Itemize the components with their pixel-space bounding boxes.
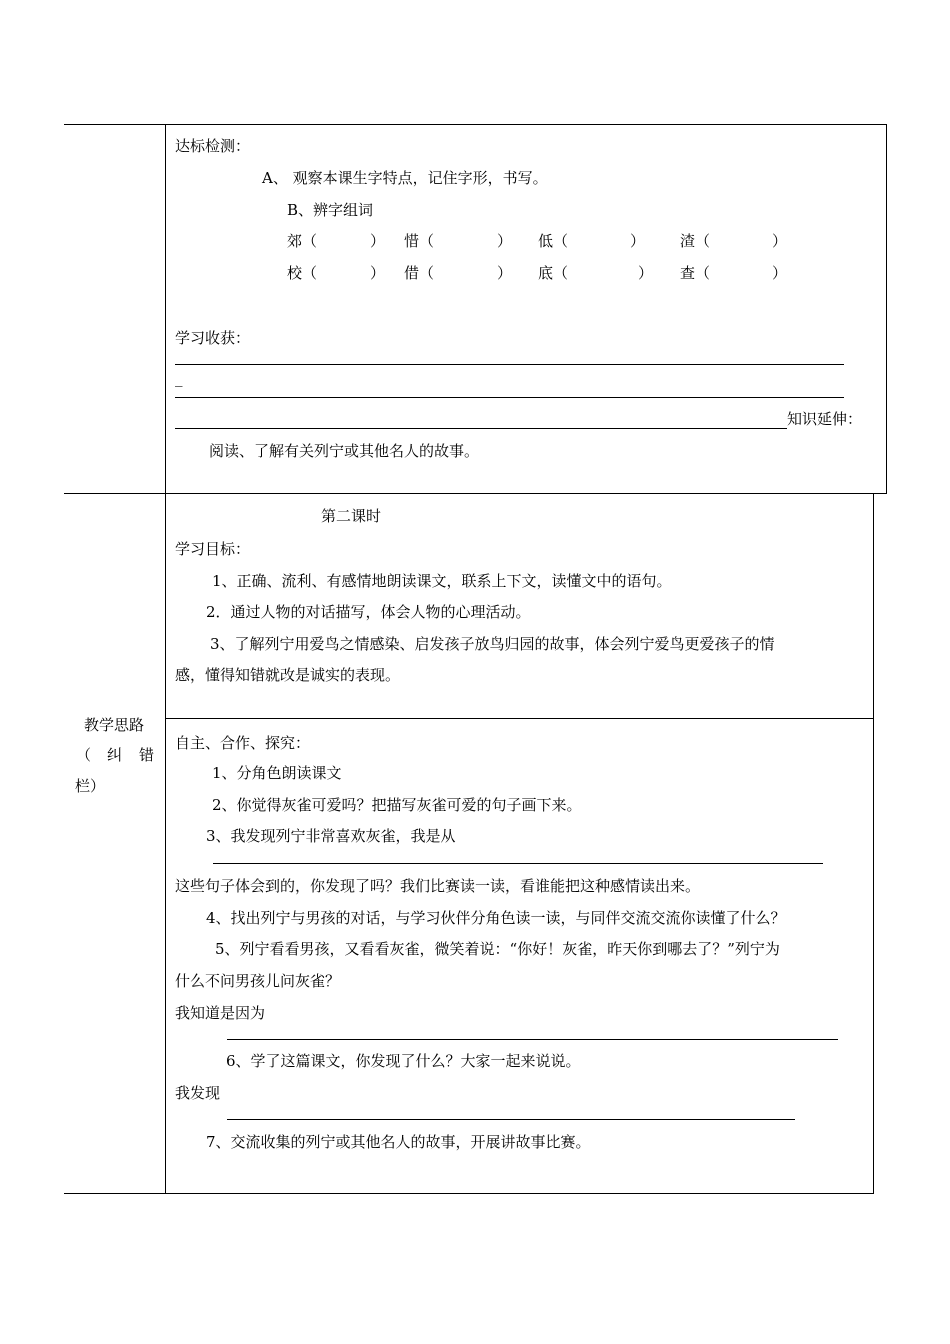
side-label-char: 纠: [107, 746, 123, 764]
explore-item: 1、分角色朗读课文: [212, 764, 342, 782]
table-right-border-bottom: [873, 493, 874, 1194]
table-right-border-top: [886, 124, 887, 494]
side-label-paren: （: [76, 746, 92, 764]
table-column-divider: [165, 124, 166, 1194]
explore-item: 4、找出列宁与男孩的对话，与学习伙伴分角色读一读，与同伴交流交流你读懂了什么？: [206, 909, 786, 927]
explore-title: 自主、合作、探究：: [175, 734, 311, 752]
explore-item-cont: 我发现: [175, 1084, 221, 1102]
explore-item: 6、学了这篇课文，你发现了什么？大家一起来说说。: [226, 1052, 581, 1070]
table-inner-divider: [165, 718, 874, 719]
check-title: 达标检测：: [175, 137, 251, 155]
explore-item: 7、交流收集的列宁或其他名人的故事，开展讲故事比赛。: [206, 1133, 591, 1151]
side-label-title: 教学思路: [84, 716, 145, 734]
item-a: A、 观察本课生字特点，记住字形，书写。: [262, 169, 548, 187]
word-cell: ）: [497, 232, 513, 250]
goals-title: 学习目标：: [175, 540, 251, 558]
word-cell: 借（: [404, 264, 435, 282]
word-cell: 郊（: [287, 232, 318, 250]
goal-item-cont: 感，懂得知错就改是诚实的表现。: [175, 666, 401, 684]
word-cell: ）: [497, 264, 513, 282]
harvest-title: 学习收获：: [175, 329, 251, 347]
table-row-divider: [64, 493, 887, 494]
answer-line: [213, 863, 823, 864]
word-cell: 低（: [538, 232, 569, 250]
explore-item: 5、列宁看看男孩，又看看灰雀，微笑着说：“你好！灰雀，昨天你到哪去了？”列宁为: [215, 940, 780, 958]
extend-title: 知识延伸：: [787, 410, 863, 428]
explore-item-cont: 我知道是因为: [175, 1004, 266, 1022]
explore-item-cont: 这些句子体会到的，你发现了吗？我们比赛读一读，看谁能把这种感情读出来。: [175, 877, 701, 895]
side-label-char: 错: [139, 746, 155, 764]
side-label-end: 栏）: [75, 777, 106, 795]
answer-line: [227, 1039, 838, 1040]
word-cell: ）: [772, 264, 788, 282]
table-bottom-border: [64, 1193, 874, 1194]
explore-item-cont: 什么不问男孩儿问灰雀？: [175, 972, 341, 990]
word-cell: 底（: [538, 264, 569, 282]
answer-line: [175, 428, 787, 429]
answer-line: [227, 1119, 795, 1120]
word-cell: ）: [772, 232, 788, 250]
goal-item: 3、了解列宁用爱鸟之情感染、启发孩子放鸟归园的故事，体会列宁爱鸟更爱孩子的情: [210, 635, 775, 653]
goal-item: 1、正确、流利、有感情地朗读课文，联系上下文，读懂文中的语句。: [212, 572, 672, 590]
lesson-title: 第二课时: [321, 507, 382, 525]
explore-item: 2、你觉得灰雀可爱吗？把描写灰雀可爱的句子画下来。: [212, 796, 582, 814]
answer-line: [175, 364, 844, 365]
word-cell: ）: [638, 264, 654, 282]
word-cell: 查（: [680, 264, 711, 282]
goal-item: 2．通过人物的对话描写，体会人物的心理活动。: [206, 603, 531, 621]
word-cell: 渣（: [680, 232, 711, 250]
explore-item: 3、我发现列宁非常喜欢灰雀，我是从: [206, 827, 456, 845]
answer-line: [175, 397, 844, 398]
word-cell: ）: [370, 264, 386, 282]
word-cell: 惜（: [404, 232, 435, 250]
table-top-border: [64, 124, 887, 125]
item-b: B、辨字组词: [287, 201, 374, 219]
word-cell: ）: [370, 232, 386, 250]
word-cell: 校（: [287, 264, 318, 282]
extend-text: 阅读、了解有关列宁或其他名人的故事。: [209, 442, 480, 460]
word-cell: ）: [630, 232, 646, 250]
dash-mark: _: [175, 369, 183, 387]
